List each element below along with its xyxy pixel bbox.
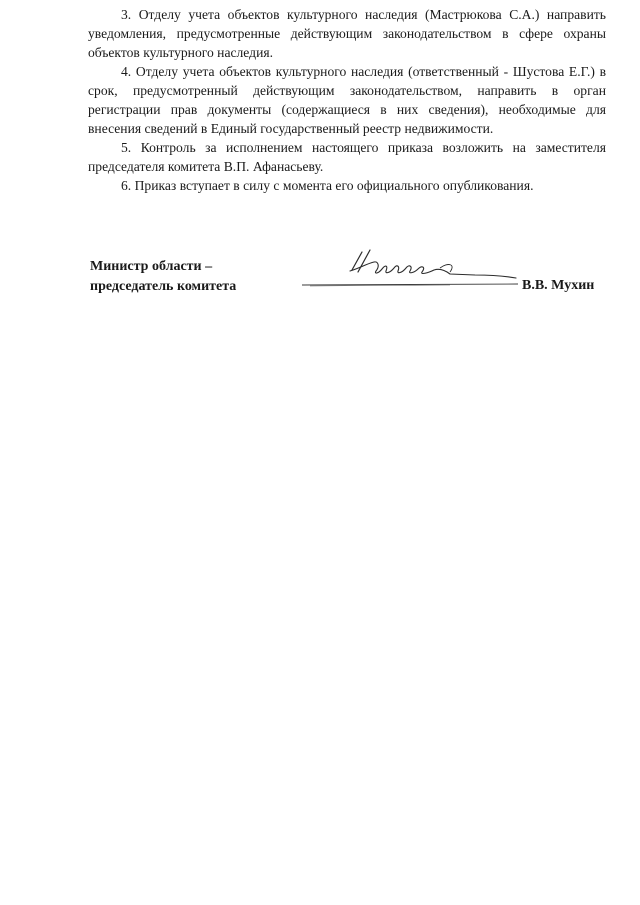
paragraph-4 [88, 62, 606, 138]
paragraph-5 [88, 138, 606, 176]
paragraph-number: 3. [121, 7, 132, 22]
handwritten-signature [300, 244, 522, 294]
paragraph-3 [88, 5, 606, 62]
paragraph-text: Контроль за исполнением настоящего приказа возложить на заместителя председателя комитета В.П. Афанасьеву. [88, 140, 606, 174]
paragraph-text: Отделу учета объектов культурного наследия (ответственный - Шустова Е.Г.) в срок, предусмотренный действующим законодательством, направить в орган регистрации прав документы (содержащиеся в них сведения), необходимые для внесения сведений в Единый государственный реестр недвижимости. [88, 64, 606, 136]
document-body [88, 5, 606, 195]
paragraph-number: 6. [121, 178, 132, 193]
paragraph-text: Отделу учета объектов культурного наследия (Мастрюкова С.А.) направить уведомления, предусмотренные действующим законодательством в сфере охраны объектов культурного наследия. [88, 7, 606, 60]
signer-name: В.В. Мухин [522, 278, 595, 293]
signer-position [90, 257, 236, 297]
paragraph-text: Приказ вступает в силу с момента его официального опубликования. [134, 178, 534, 193]
paragraph-number: 5. [121, 140, 132, 155]
paragraph-6 [88, 176, 606, 195]
paragraph-number: 4. [121, 64, 132, 79]
signer-position-line-2: председатель комитета [90, 279, 237, 294]
signer-position-line-1: Министр области – [90, 259, 213, 274]
